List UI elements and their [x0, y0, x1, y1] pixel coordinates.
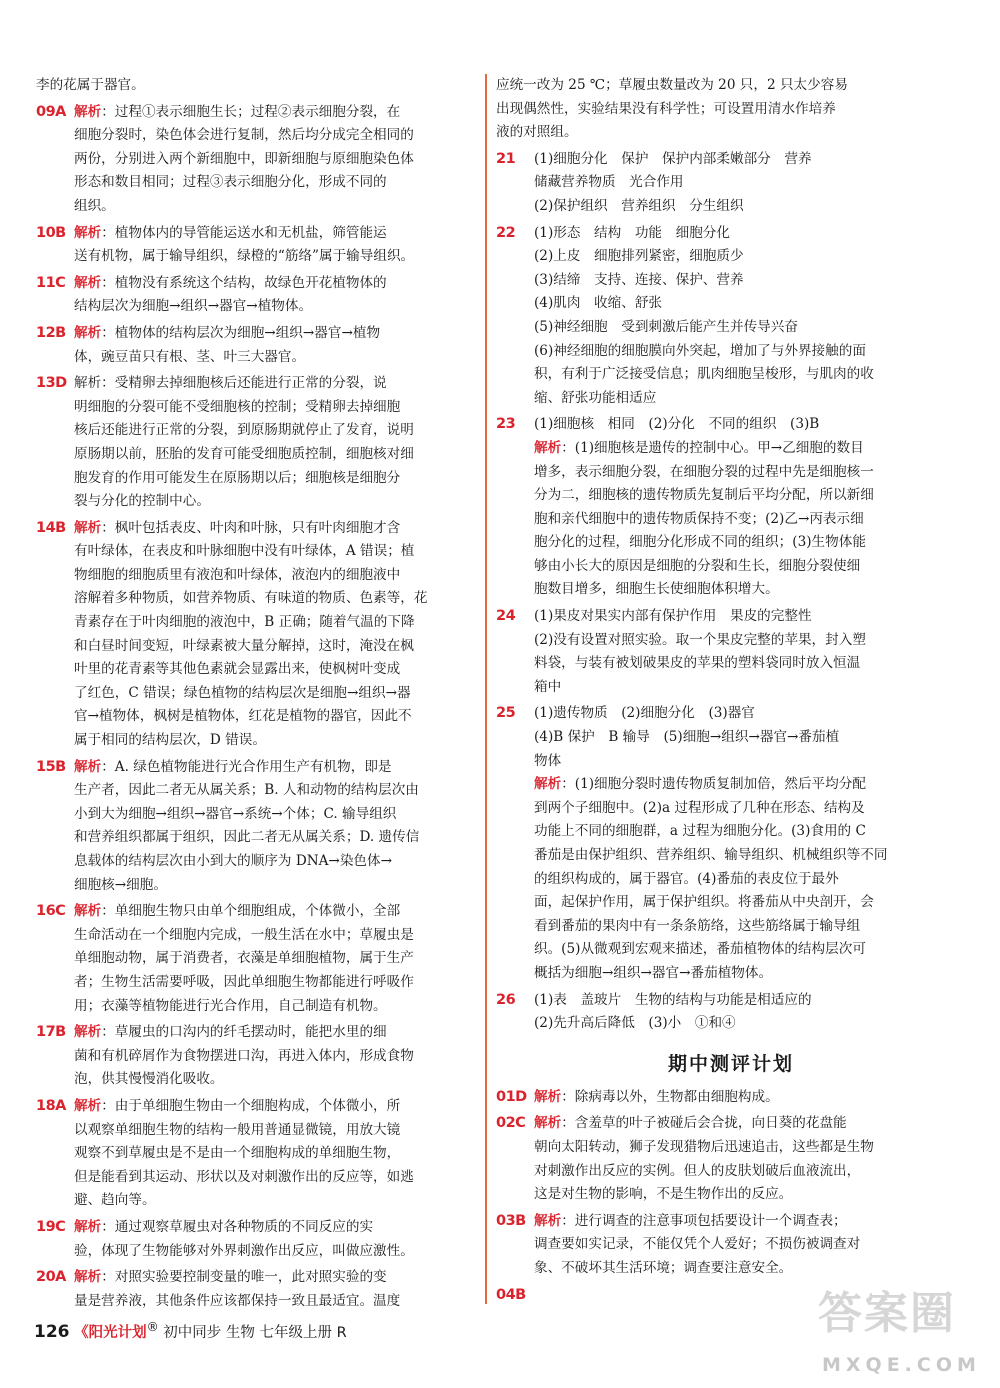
answer-line — [36, 729, 474, 753]
answer-line — [36, 101, 474, 125]
answer-text: ：A. 绿色植物能进行光合作用生产有机物，即是 — [101, 758, 392, 775]
answer-text: ：植物体内的导管能运送水和无机盐，筛管能运 — [101, 224, 387, 241]
answer-line — [496, 1233, 966, 1257]
answer-text: 叶里的花青素等其他色素就会显露出来，使枫树叶变成 — [74, 661, 401, 678]
answer-text: (1)形态 结构 功能 细胞分化 — [534, 224, 730, 241]
answer-line — [496, 1136, 966, 1160]
answer-line — [36, 272, 474, 296]
analysis-label: 解析 — [74, 1269, 102, 1286]
analysis-label: 解析 — [534, 776, 562, 793]
answer-line — [496, 1257, 966, 1281]
answer-text: 量是营养液，其他条件应该都保持一致且最适宜。温度 — [74, 1292, 401, 1309]
answer-item — [496, 1210, 966, 1281]
answer-line — [496, 269, 966, 293]
answer-line — [496, 195, 966, 219]
answer-text: (1)表 盖玻片 生物的结构与功能是相适应的 — [534, 991, 812, 1008]
answer-text: (4)B 保护 B 输导 (5)细胞→组织→器官→番茄植 — [534, 729, 840, 746]
answer-text: 避、趋向等。 — [74, 1192, 156, 1209]
analysis-text: ：(1)细胞分裂时遗传物质复制加倍，然后平均分配 — [561, 776, 866, 793]
answer-line — [36, 443, 474, 467]
analysis-line — [496, 844, 966, 868]
analysis-label: 解析 — [74, 1024, 102, 1041]
analysis-label: 解析 — [74, 1218, 102, 1235]
question-number: 13D — [36, 375, 67, 392]
question-number: 04B — [496, 1286, 526, 1303]
answer-line — [36, 1119, 474, 1143]
analysis-label: 解析 — [74, 103, 102, 120]
answer-line — [496, 148, 966, 172]
answer-item — [496, 1112, 966, 1206]
answer-text: (2)保护组织 营养组织 分生组织 — [534, 197, 744, 214]
analysis-text: 到两个子细胞中。(2)a 过程形成了几种在形态、结构及 — [534, 799, 865, 816]
answer-line — [36, 1216, 474, 1240]
question-number: 16C — [36, 903, 66, 920]
analysis-text: 功能上不同的细胞群，a 过程为细胞分化。(3)食用的 C — [534, 823, 866, 840]
answer-text: 体，豌豆苗只有根、茎、叶三大器官。 — [74, 348, 306, 365]
analysis-label: 解析 — [534, 1088, 562, 1105]
answer-item — [36, 1216, 474, 1263]
analysis-label: 解析 — [74, 903, 102, 920]
text-line: 液的对照组。 — [496, 124, 578, 141]
answer-line — [36, 1189, 474, 1213]
answer-item — [36, 222, 474, 269]
question-number: 25 — [496, 705, 516, 722]
answer-text: 息载体的结构层次由小到大的顺序为 DNA→染色体→ — [74, 853, 392, 869]
answer-text: ：除病毒以外，生物都由细胞构成。 — [561, 1088, 779, 1105]
answer-line — [36, 346, 474, 370]
answer-item — [36, 1266, 474, 1313]
answer-text: 小到大为细胞→组织→器官→系统→个体；C. 输导组织 — [74, 805, 397, 822]
watermark-url: MXQE.COM — [822, 1354, 981, 1376]
answer-line — [36, 971, 474, 995]
answer-text: 储藏营养物质 光合作用 — [534, 174, 684, 191]
question-number: 10B — [36, 224, 66, 241]
answer-line — [496, 750, 966, 774]
analysis-line — [496, 461, 966, 485]
answer-text: (2)没有设置对照实验。取一个果皮完整的苹果，封入塑 — [534, 631, 866, 648]
answer-line — [36, 826, 474, 850]
answer-line — [36, 295, 474, 319]
answer-line — [36, 195, 474, 219]
answer-text: 细胞核→细胞。 — [74, 876, 167, 893]
question-number: 02C — [496, 1115, 526, 1132]
answer-text: 物细胞的细胞质里有液泡和叶绿体，液泡内的细胞液中 — [74, 566, 401, 583]
question-number: 22 — [496, 224, 516, 241]
answer-text: ：进行调查的注意事项包括要设计一个调查表； — [561, 1212, 847, 1229]
analysis-label: 解析 — [74, 1097, 102, 1114]
answer-text: 原肠期以前，胚胎的发育可能受细胞质控制，细胞核对细 — [74, 445, 414, 462]
answer-line — [36, 705, 474, 729]
answer-item — [496, 989, 966, 1036]
answer-line — [36, 1240, 474, 1264]
question-number: 21 — [496, 150, 516, 167]
answer-text: ：过程①表示细胞生长；过程②表示细胞分裂，在 — [101, 103, 401, 120]
answer-text: 溶解着多种物质，如营养物质、有味道的物质、色素等，花 — [74, 590, 428, 607]
answer-text: 官→植物体，枫树是植物体，红花是植物的器官，因此不 — [74, 708, 412, 725]
answer-text: ：通过观察草履虫对各种物质的不同反应的实 — [101, 1218, 374, 1235]
analysis-text: 胞和亲代细胞中的遗传物质保持不变；(2)乙→丙表示细 — [534, 510, 864, 527]
answer-text: 青素存在于叶肉细胞的液泡中，B 正确；随着气温的下降 — [74, 614, 415, 631]
watermark-text: 答案圈 — [818, 1288, 956, 1339]
answer-line — [36, 658, 474, 682]
analysis-line — [496, 531, 966, 555]
answer-line — [496, 1086, 966, 1110]
answer-line — [36, 419, 474, 443]
question-number: 18A — [36, 1097, 66, 1114]
question-number: 03B — [496, 1212, 526, 1229]
analysis-label: 解析 — [74, 274, 102, 291]
answer-text: 对刺激作出反应的实例。但人的皮肤划破后血液流出， — [534, 1162, 861, 1179]
answer-line — [496, 413, 966, 437]
answer-text: 者；生物生活需要呼吸，因此单细胞生物都能进行呼吸作 — [74, 973, 414, 990]
analysis-line — [496, 891, 966, 915]
answer-item — [36, 272, 474, 319]
question-number: 26 — [496, 991, 516, 1008]
answer-text: 这是对生物的影响，不是生物作出的反应。 — [534, 1186, 793, 1203]
answer-line — [36, 1021, 474, 1045]
answer-text: ：植物体的结构层次为细胞→组织→器官→植物 — [101, 324, 381, 341]
question-number: 24 — [496, 608, 516, 625]
answer-text: 缩、舒张功能相适应 — [534, 389, 657, 406]
analysis-line — [496, 484, 966, 508]
answer-line — [36, 1068, 474, 1092]
answer-text: 形态和数目相同；过程③表示细胞分化，形成不同的 — [74, 174, 387, 191]
answer-text: ：由于单细胞生物由一个细胞构成，个体微小，所 — [101, 1097, 401, 1114]
answer-text: ：植物没有系统这个结构，故绿色开花植物体的 — [101, 274, 387, 291]
book-subtitle: 初中同步 生物 七年级上册 R — [163, 1324, 347, 1341]
analysis-line — [496, 915, 966, 939]
answer-line — [36, 124, 474, 148]
answer-line — [496, 676, 966, 700]
answer-line — [36, 803, 474, 827]
left-column — [36, 74, 474, 1313]
answer-line — [496, 340, 966, 364]
answer-line — [36, 490, 474, 514]
answer-line — [496, 245, 966, 269]
answer-text: ：草履虫的口沟内的纤毛摆动时，能把水里的细 — [101, 1024, 387, 1041]
answer-text: 菌和有机碎屑作为食物摆进口沟，再进入体内，形成食物 — [74, 1047, 414, 1064]
analysis-text: 番茄是由保护组织、营养组织、输导组织、机械组织等不同 — [534, 847, 888, 863]
question-number: 20A — [36, 1269, 66, 1286]
answer-text: 裂与分化的控制中心。 — [74, 493, 210, 510]
answer-line — [496, 652, 966, 676]
answer-line — [496, 702, 966, 726]
analysis-label: 解析 — [74, 758, 102, 775]
answer-line — [36, 171, 474, 195]
page-number: 126 — [34, 1321, 70, 1342]
analysis-line — [496, 820, 966, 844]
answer-text: 胞发育的作用可能发生在原肠期以后；细胞核是细胞分 — [74, 469, 401, 486]
answer-text: 泡，供其慢慢消化吸收。 — [74, 1071, 224, 1088]
answer-text: (1)果皮对果实内部有保护作用 果皮的完整性 — [534, 608, 812, 625]
answer-text: (6)神经细胞的细胞膜向外突起，增加了与外界接触的面 — [534, 342, 866, 359]
answer-text: 和白昼时间变短，叶绿素被大量分解掉，这时，淹没在枫 — [74, 637, 414, 654]
answer-text: ：对照实验要控制变量的唯一，此对照实验的变 — [101, 1269, 387, 1286]
answer-text: 料袋，与装有被划破果皮的苹果的塑料袋同时放入恒温 — [534, 655, 861, 672]
analysis-label: 解析 — [534, 1115, 562, 1132]
answer-line — [496, 363, 966, 387]
answer-line — [36, 924, 474, 948]
answer-line — [496, 726, 966, 750]
answer-line — [496, 222, 966, 246]
answer-text: 两份，分别进入两个新细胞中，即新细胞与原细胞染色体 — [74, 150, 414, 167]
brand-name: 阳光计划 — [88, 1324, 147, 1341]
section-title: 期中测评计划 — [667, 1052, 794, 1075]
answer-text: 明细胞的分裂可能不受细胞核的控制；受精卵去掉细胞 — [74, 398, 401, 415]
answer-item — [36, 1021, 474, 1092]
answer-text: (1)细胞核 相同 (2)分化 不同的组织 (3)B — [534, 416, 820, 433]
answer-line — [36, 322, 474, 346]
analysis-line — [496, 797, 966, 821]
answer-line — [36, 1142, 474, 1166]
analysis-line — [496, 555, 966, 579]
answer-line — [36, 222, 474, 246]
answer-line — [36, 947, 474, 971]
answer-text: 生产者，因此二者无从属关系；B. 人和动物的结构层次由 — [74, 782, 419, 799]
analysis-text: 增多，表示细胞分裂，在细胞分裂的过程中先是细胞核一 — [534, 463, 874, 480]
answer-text: 朝向太阳转动，狮子发现猎物后迅速追击，这些都是生物 — [534, 1138, 874, 1155]
answer-line — [496, 316, 966, 340]
question-number: 17B — [36, 1024, 66, 1041]
answer-line — [496, 605, 966, 629]
analysis-label: 解析 — [534, 1212, 562, 1229]
answer-line — [496, 1210, 966, 1234]
answer-item — [36, 517, 474, 753]
answer-text: 物体 — [534, 752, 562, 769]
answer-text: 送有机物，属于输导组织，绿橙的“筋络”属于输导组织。 — [74, 248, 415, 265]
answer-line — [496, 1160, 966, 1184]
analysis-line — [496, 773, 966, 797]
answer-text: 以观察单细胞生物的结构一般用普通显微镜，用放大镜 — [74, 1121, 401, 1138]
answer-text: ：含羞草的叶子被碰后会合拢，向日葵的花盘能 — [561, 1115, 847, 1132]
answer-line — [36, 372, 474, 396]
analysis-text: ：(1)细胞核是遗传的控制中心。甲→乙细胞的数目 — [561, 439, 864, 456]
answer-item — [496, 222, 966, 411]
answer-text: (5)神经细胞 受到刺激后能产生并传导兴奋 — [534, 318, 798, 335]
analysis-line — [496, 868, 966, 892]
answer-line — [496, 292, 966, 316]
answer-line — [36, 148, 474, 172]
answer-text: 生命活动在一个细胞内完成，一般生活在水中；草履虫是 — [74, 926, 414, 943]
answer-text: (2)上皮 细胞排列紧密，细胞质少 — [534, 248, 744, 265]
question-number: 14B — [36, 519, 66, 536]
answer-line — [36, 756, 474, 780]
analysis-line — [496, 437, 966, 461]
answer-text: 调查要如实记录，不能仅凭个人爱好；不损伤被调查对 — [534, 1236, 861, 1253]
answer-line — [36, 1166, 474, 1190]
answer-line — [36, 1045, 474, 1069]
analysis-line — [496, 578, 966, 602]
analysis-text: 胞数目增多，细胞生长使细胞体积增大。 — [534, 581, 779, 598]
column-divider — [485, 74, 487, 1304]
answer-text: ：枫叶包括表皮、叶肉和叶脉，只有叶肉细胞才含 — [101, 519, 401, 536]
answer-item — [36, 900, 474, 1018]
answer-line — [36, 517, 474, 541]
answer-text: (1)细胞分化 保护 保护内部柔嫩部分 营养 — [534, 150, 812, 167]
answer-line — [36, 874, 474, 898]
question-number: 19C — [36, 1218, 66, 1235]
answer-item — [496, 605, 966, 699]
analysis-line — [496, 938, 966, 962]
answer-text: 积，有利于广泛接受信息；肌肉细胞呈梭形，与肌肉的收 — [534, 366, 874, 383]
text-line: 应统一改为 25 ℃；草履虫数量改为 20 只，2 只太少容易 — [496, 77, 848, 93]
answer-line — [36, 396, 474, 420]
answer-line — [36, 467, 474, 491]
answer-item — [36, 756, 474, 898]
answer-text: (4)肌肉 收缩、舒张 — [534, 295, 663, 312]
question-number: 11C — [36, 274, 66, 291]
answer-line — [496, 171, 966, 195]
answer-line — [36, 1095, 474, 1119]
answer-text: 有叶绿体，在表皮和叶脉细胞中没有叶绿体，A 错误；植 — [74, 543, 415, 560]
analysis-text: 概括为细胞→组织→器官→番茄植物体。 — [534, 964, 773, 981]
analysis-text: 胞分化的过程，细胞分化形成不同的组织；(3)生物体能 — [534, 534, 866, 551]
answer-item — [36, 101, 474, 219]
answer-text: (1)遗传物质 (2)细胞分化 (3)器官 — [534, 705, 755, 722]
question-number: 09A — [36, 103, 66, 120]
answer-item — [36, 1095, 474, 1213]
chevron-icon: 《 — [74, 1324, 89, 1341]
answer-item — [496, 1086, 966, 1110]
answer-text: (3)结缔 支持、连接、保护、营养 — [534, 271, 744, 288]
answer-line — [36, 779, 474, 803]
answer-line — [36, 900, 474, 924]
answer-text: 用；衣藻等植物能进行光合作用，自己制造有机物。 — [74, 997, 387, 1014]
analysis-label: 解析 — [74, 224, 102, 241]
answer-text: 细胞分裂时，染色体会进行复制，然后均分成完全相同的 — [74, 127, 414, 144]
question-number: 12B — [36, 324, 66, 341]
answer-line — [496, 629, 966, 653]
analysis-text: 分为二，细胞核的遗传物质先复制后平均分配，所以新细 — [534, 487, 874, 504]
answer-text: 和营养组织都属于组织，因此二者无从属关系；D. 遗传信 — [74, 829, 420, 846]
answer-line — [36, 1266, 474, 1290]
answer-line — [496, 387, 966, 411]
answer-text: 组织。 — [74, 197, 115, 214]
analysis-label: 解析 — [74, 324, 102, 341]
text-line: 李的花属于器官。 — [36, 77, 145, 93]
answer-line — [36, 850, 474, 874]
analysis-text: 的组织构成的，属于器官。(4)番茄的表皮位于最外 — [534, 870, 839, 887]
analysis-text: 看到番茄的果肉中有一条条筋络，这些筋络属于输导组 — [534, 917, 861, 934]
answer-line — [36, 587, 474, 611]
registered-mark: ® — [146, 1320, 159, 1334]
answer-text: 象、不破坏其生活环境；调查要注意安全。 — [534, 1259, 793, 1276]
answer-line — [496, 1012, 966, 1036]
answer-line — [36, 1290, 474, 1314]
answer-line — [36, 635, 474, 659]
analysis-line — [496, 508, 966, 532]
analysis-label: 解析 — [74, 519, 102, 536]
answer-text: 但是能看到其运动、形状以及对刺激作出的反应等，如逃 — [74, 1168, 414, 1185]
answer-line — [36, 540, 474, 564]
answer-text: ：单细胞生物只由单个细胞组成，个体微小，全部 — [101, 903, 401, 920]
analysis-label: 解析 — [534, 439, 562, 456]
answer-item — [496, 702, 966, 985]
answer-line — [36, 682, 474, 706]
text-line: 出现偶然性，实验结果没有科学性；可设置用清水作培养 — [496, 100, 836, 117]
answer-text: 解析：受精卵去掉细胞核后还能进行正常的分裂，说 — [74, 375, 387, 392]
answer-text: 单细胞动物，属于消费者，衣藻是单细胞植物，属于生产 — [74, 950, 414, 967]
answer-text: 结构层次为细胞→组织→器官→植物体。 — [74, 298, 313, 315]
analysis-text: 织。(5)从微观到宏观来描述，番茄植物体的结构层次可 — [534, 941, 866, 958]
answer-line — [496, 989, 966, 1013]
question-number: 01D — [496, 1088, 527, 1105]
answer-line — [496, 1183, 966, 1207]
answer-line — [36, 611, 474, 635]
answer-text: 验，体现了生物能够对外界刺激作出反应，叫做应激性。 — [74, 1242, 414, 1259]
question-number: 23 — [496, 416, 516, 433]
answer-line — [36, 564, 474, 588]
analysis-text: 面，起保护作用，属于保护组织。将番茄从中央剖开，会 — [534, 894, 874, 911]
answer-text: 核后还能进行正常的分裂，到原肠期就停止了发育，说明 — [74, 422, 414, 439]
answer-line — [496, 1112, 966, 1136]
answer-item — [36, 372, 474, 514]
answer-line — [36, 245, 474, 269]
answer-text: 箱中 — [534, 678, 562, 695]
analysis-line — [496, 962, 966, 986]
answer-item — [496, 148, 966, 219]
answer-item — [496, 413, 966, 602]
right-column — [496, 74, 966, 1307]
answer-text: (2)先升高后降低 (3)小 ①和④ — [534, 1015, 736, 1032]
answer-line — [36, 995, 474, 1019]
watermark-logo — [806, 1288, 986, 1380]
page-footer — [34, 1316, 347, 1345]
answer-text: 了红色，C 错误；绿色植物的结构层次是细胞→组织→器 — [74, 684, 411, 701]
answer-item — [36, 322, 474, 369]
answer-text: 属于相同的结构层次，D 错误。 — [74, 732, 266, 749]
question-number: 15B — [36, 758, 66, 775]
analysis-text: 够由小长大的原因是细胞的分裂和生长，细胞分裂使细 — [534, 557, 861, 574]
answer-text: 观察不到草履虫是不是由一个细胞构成的单细胞生物， — [74, 1145, 401, 1162]
